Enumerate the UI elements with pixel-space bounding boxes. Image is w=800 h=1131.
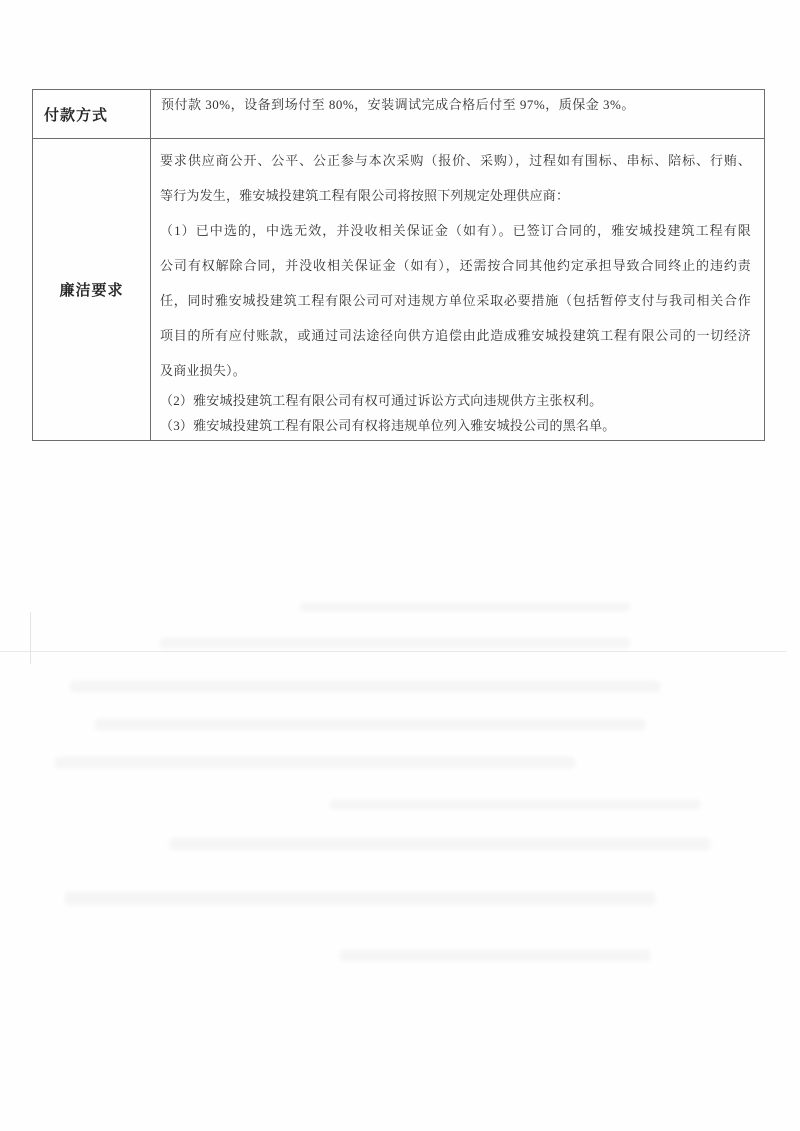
scan-bleedthrough-smudge xyxy=(300,603,630,611)
integrity-requirements-text xyxy=(151,139,764,440)
integrity-text-line: 项目的所有应付账款，或通过司法途径向供方追偿由此造成雅安城投建筑工程有限公司的一切经济 xyxy=(160,328,751,343)
scan-bleedthrough-smudge xyxy=(340,950,650,961)
scan-bleedthrough-smudge xyxy=(55,757,575,768)
integrity-text-line: （1）已中选的，中选无效，并没收相关保证金（如有）。已签订合同的，雅安城投建筑工程有限 xyxy=(160,223,751,238)
scan-bleedthrough-smudge xyxy=(330,800,700,809)
integrity-requirements-row xyxy=(33,139,764,440)
integrity-text-line: （3）雅安城投建筑工程有限公司有权将违规单位列入雅安城投公司的黑名单。 xyxy=(160,418,616,433)
scan-bleedthrough-smudge xyxy=(170,838,710,850)
integrity-text-line: 及商业损失）。 xyxy=(160,363,246,378)
scan-bleedthrough-smudge xyxy=(65,892,655,905)
payment-method-row xyxy=(33,90,764,139)
scan-bleedthrough-smudge xyxy=(70,681,660,692)
scan-artifact-vertical-mark xyxy=(30,612,31,664)
scan-artifact-horizontal-line xyxy=(0,651,786,652)
payment-method-label: 付款方式 xyxy=(33,90,151,138)
scan-bleedthrough-smudge xyxy=(160,638,630,648)
procurement-terms-table xyxy=(32,89,765,441)
integrity-text-line: 要求供应商公开、公平、公正参与本次采购（报价、采购），过程如有围标、串标、陪标、行贿、 xyxy=(160,153,751,168)
payment-method-terms: 预付款 30%，设备到场付至 80%，安装调试完成合格后付至 97%，质保金 3%。 xyxy=(161,97,635,112)
integrity-text-line: 等行为发生，雅安城投建筑工程有限公司将按照下列规定处理供应商： xyxy=(160,188,570,203)
scan-bleedthrough-smudge xyxy=(95,719,645,730)
integrity-text-line: 任，同时雅安城投建筑工程有限公司可对违规方单位采取必要措施（包括暂停支付与我司相关合作 xyxy=(160,293,751,308)
integrity-text-line: 公司有权解除合同，并没收相关保证金（如有），还需按合同其他约定承担导致合同终止的违约责 xyxy=(160,258,751,273)
integrity-requirements-label: 廉洁要求 xyxy=(33,139,151,440)
integrity-text-line: （2）雅安城投建筑工程有限公司有权可通过诉讼方式向违规供方主张权利。 xyxy=(160,393,603,408)
